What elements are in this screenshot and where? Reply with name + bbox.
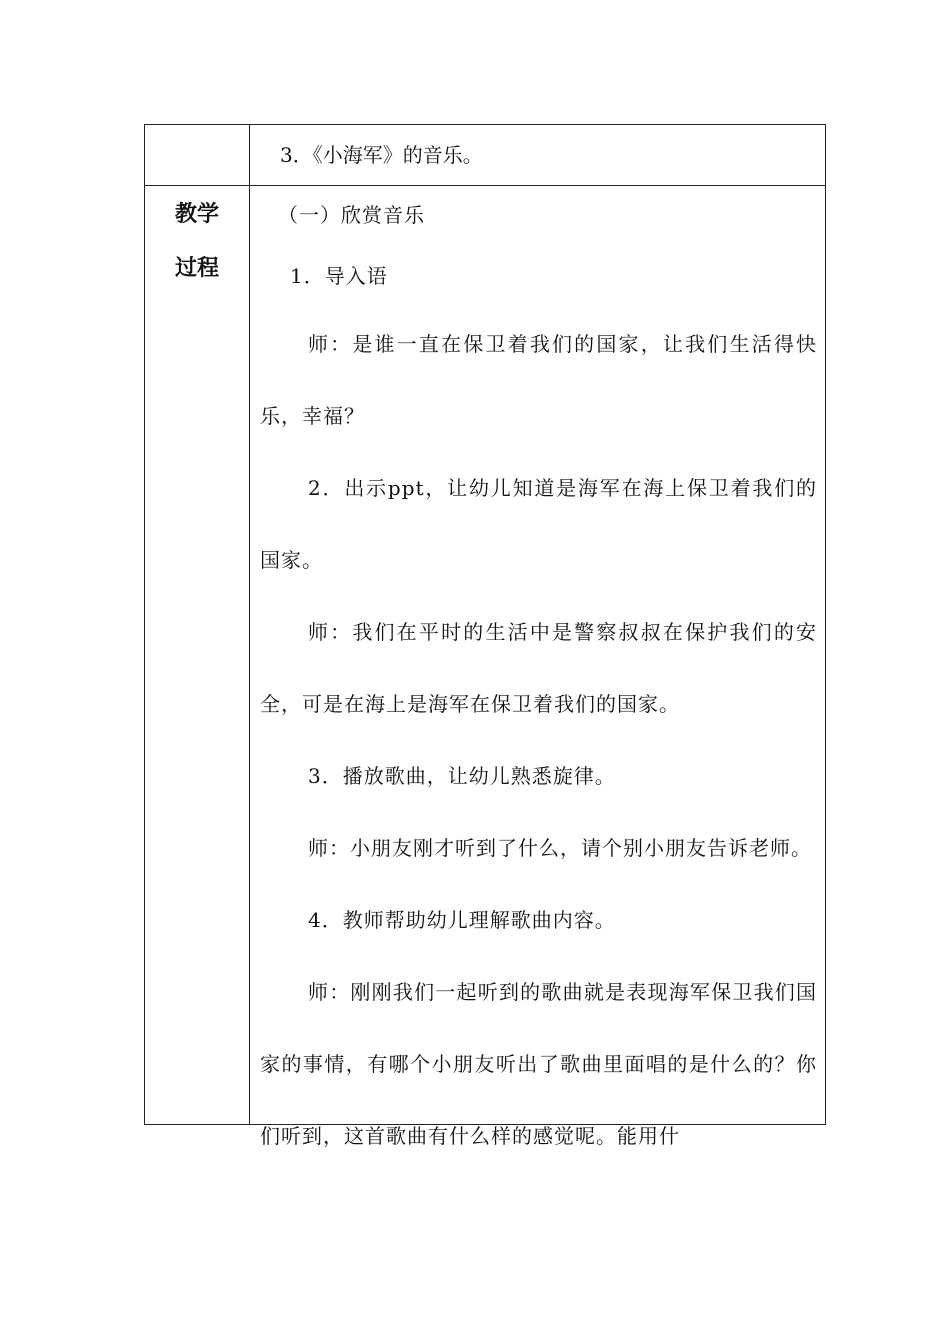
- process-content-cell: [250, 186, 826, 1148]
- label-teaching: 教学: [174, 202, 219, 227]
- section-title: （一）欣赏音乐: [278, 203, 425, 227]
- process-content: [250, 186, 825, 1148]
- paragraph-teacher-explain: 师：我们在平时的生活中是警察叔叔在保护我们的安全，可是在海上是海军在保卫着我们的国家。: [260, 620, 817, 716]
- lesson-plan-table: [144, 124, 826, 1148]
- paragraph-teacher-question-1: 师：是谁一直在保卫着我们的国家，让我们生活得快乐，幸福？: [260, 332, 817, 428]
- paragraph-teacher-question-2: 师：小朋友刚才听到了什么，请个别小朋友告诉老师。: [308, 836, 812, 860]
- step-4-paragraph: 4．教师帮助幼儿理解歌曲内容。: [308, 908, 616, 932]
- table-row-materials: [145, 125, 826, 186]
- materials-item-3: 3．《小海军》的音乐。: [280, 143, 483, 167]
- materials-cell: [250, 125, 826, 186]
- step-2-paragraph: 2．出示ppt，让幼儿知道是海军在海上保卫着我们的国家。: [260, 476, 817, 572]
- paragraph-teacher-question-3: 师：刚刚我们一起听到的歌曲就是表现海军保卫我们国家的事情，有哪个小朋友听出了歌曲里面唱的是什么的？你们听到，这首歌曲有什么样的感觉呢。能用什: [260, 980, 817, 1148]
- step-1-heading: 1．导入语: [290, 264, 388, 288]
- row-label-cell: [145, 186, 250, 1125]
- row-label-cell-empty: [145, 125, 250, 186]
- table-row-teaching-process: [145, 186, 826, 1125]
- label-process: 过程: [174, 256, 219, 281]
- step-3-paragraph: 3．播放歌曲，让幼儿熟悉旋律。: [308, 764, 616, 788]
